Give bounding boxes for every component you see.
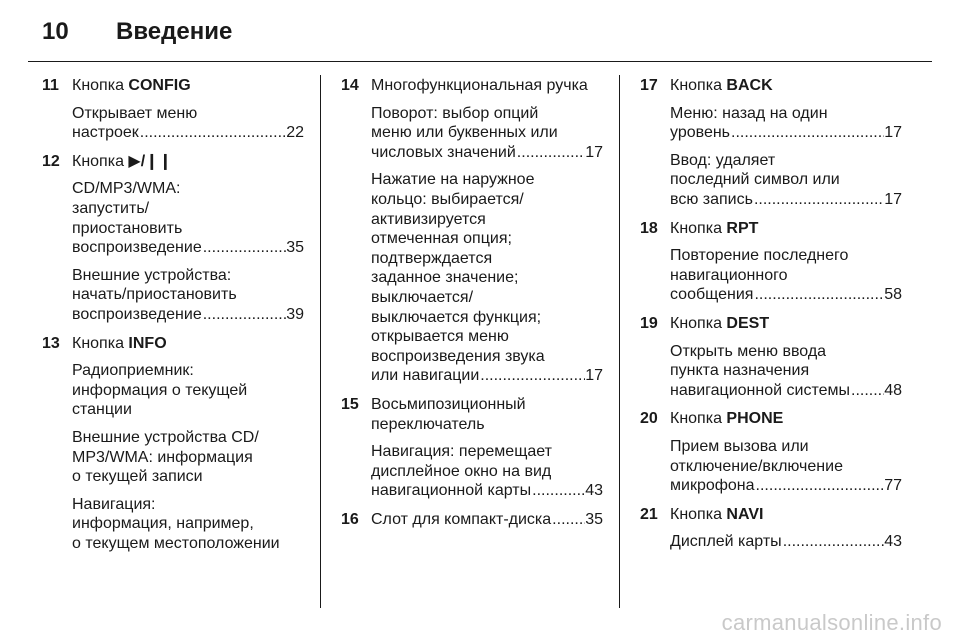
page-reference: 39 [286,305,304,323]
description-line: заданное значение; [371,269,519,287]
button-name: NAVI [726,505,764,523]
item-number: 21 [640,505,658,523]
description-line: Нажатие на наружное [371,171,535,189]
leader-line [670,190,902,210]
description-line: Навигация: перемещает [371,443,552,461]
description-line: Поворот: выбор опций [371,104,539,122]
leader-text: сообщения [670,286,754,304]
leader-dots [753,285,884,305]
item-title-text: Кнопка [72,77,129,94]
list-item [42,152,304,325]
description-line: меню или буквенных или [371,124,558,142]
description-line: станции [72,401,132,419]
list-item [42,76,304,143]
list-item [640,76,902,210]
list-item [640,219,902,305]
item-title [670,219,902,239]
page-reference: 17 [884,124,902,142]
description-line: информация о текущей [72,381,248,399]
item-title [670,505,902,525]
item-title-text: Кнопка [670,505,727,523]
description [72,266,304,325]
leader-line [670,285,902,305]
description-line: Повторение последнего [670,247,849,265]
item-title [670,409,902,429]
column-3 [640,76,902,561]
description-line: MP3/WMA: информация [72,448,253,466]
description [72,361,304,420]
leader-line [371,366,603,386]
item-title [72,152,304,172]
leader-dots [516,143,585,163]
description-line: дисплейное окно на вид [371,462,552,480]
item-title-text: Кнопка [670,77,727,94]
leader-text: уровень [670,124,731,142]
page-reference: 22 [286,124,304,142]
item-title-text: Многофункциональная ручка [371,77,588,94]
leader-dots [782,532,885,552]
leader-text: навигационной системы [670,381,850,399]
item-number: 13 [42,334,60,352]
watermark: carmanualsonline.info [721,610,942,635]
leader-dots [531,481,585,501]
leader-dots [730,123,884,143]
page-reference: 17 [585,143,603,161]
list-item [640,314,902,400]
page-reference: 17 [884,190,902,208]
list-item [341,395,603,501]
button-name: ▶/❙❙ [128,152,172,170]
page-reference: 35 [286,239,304,257]
column-divider-2 [619,75,620,608]
description-line: Внешние устройства CD/ [72,428,259,446]
item-title-text: Кнопка [72,334,129,352]
item-number: 12 [42,152,60,170]
description-line: Радиоприемник: [72,362,194,380]
leader-line [670,532,902,552]
item-title [670,314,902,334]
leader-text: всю запись [670,190,753,208]
leader-line [72,305,304,325]
description-line: Открыть меню ввода [670,342,827,360]
list-item [640,409,902,495]
list-item [341,76,603,386]
item-number: 20 [640,410,658,428]
leader-dots [479,366,585,386]
button-name: CONFIG [128,77,191,94]
leader-line [670,476,902,496]
leader-text: воспроизведение [72,239,202,257]
description-line: Ввод: удаляет [670,151,776,169]
description-line: воспроизведения звука [371,347,545,365]
description-line: подтверждается [371,249,493,267]
column-1 [42,76,304,562]
page-title: Введение [116,18,233,45]
page-reference: 43 [585,482,603,500]
item-number: 16 [341,510,359,528]
description-line: Меню: назад на один [670,104,828,122]
description-line: Прием вызова или [670,437,809,455]
leader-text: навигационной карты [371,482,532,500]
description-line: Открывает меню [72,104,198,122]
item-number: 15 [341,395,359,413]
leader-dots [755,476,885,496]
description [670,342,902,401]
leader-text: Дисплей карты [670,533,782,551]
description [371,442,603,501]
item-number: 18 [640,219,658,237]
description [72,428,304,487]
page-reference: 77 [884,477,902,495]
description-line: о текущем местоположении [72,534,280,552]
description [72,104,304,143]
description-line: Навигация: [72,495,156,513]
leader-text: настроек [72,124,139,142]
page-reference: 48 [884,381,902,399]
description-line: Внешние устройства: [72,266,232,284]
leader-dots [202,305,286,325]
description-line: пункта назначения [670,362,810,380]
description-line: отключение/включение [670,457,843,475]
description-line: открывается меню [371,328,509,346]
button-name: INFO [128,334,167,352]
page-reference: 35 [585,510,603,528]
item-title [72,76,304,96]
description [371,170,603,386]
item-title-text: Восьмипозиционный [371,395,526,413]
button-name: PHONE [726,410,784,428]
description-line: отмеченная опция; [371,230,512,248]
leader-dots [202,238,286,258]
leader-dots [139,123,286,143]
page-header [42,14,232,50]
description [670,437,902,496]
page-reference: 58 [884,286,902,304]
header-rule [28,61,932,62]
item-title-text: Кнопка [670,219,727,237]
description [670,532,902,552]
description-line: приостановить [72,219,183,237]
item-title-text: Кнопка [670,410,727,428]
leader-line [371,481,603,501]
description-line: о текущей записи [72,468,203,486]
description-line: кольцо: выбирается/ [371,190,524,208]
button-name: DEST [726,314,770,332]
button-name: BACK [726,77,773,94]
column-divider-1 [320,75,321,608]
leader-text: Слот для компакт-диска [371,510,552,528]
description-line: запустить/ [72,199,150,217]
leader-text: воспроизведение [72,305,202,323]
leader-dots [551,510,585,530]
description-line: выключается функция; [371,308,542,326]
leader-line [371,143,603,163]
list-item [341,510,603,530]
leader-line [72,123,304,143]
leader-line [670,123,902,143]
description-line: выключается/ [371,288,474,306]
item-number: 11 [42,77,59,94]
leader-text: микрофона [670,477,755,495]
leader-line [371,510,603,530]
description-line: последний символ или [670,171,840,189]
leader-line [670,381,902,401]
page-reference: 43 [884,533,902,551]
page-number: 10 [42,18,69,45]
list-item [42,334,304,554]
page-reference: 17 [585,367,603,385]
description [670,151,902,210]
leader-dots [753,190,884,210]
item-title [371,395,603,415]
item-title-text: Кнопка [670,314,727,332]
list-item [640,505,902,552]
leader-line [72,238,304,258]
description-line: активизируется [371,210,486,228]
leader-dots [850,381,884,401]
description [670,246,902,305]
description [670,104,902,143]
description-line: CD/MP3/WMA: [72,180,181,198]
leader-text: числовых значений [371,143,516,161]
item-title [371,76,603,96]
description-line: навигационного [670,266,788,284]
item-number: 19 [640,314,658,332]
item-number: 17 [640,77,658,94]
item-title [72,334,304,354]
item-title [670,76,902,96]
description [72,495,304,554]
item-number: 14 [341,77,359,94]
leader-text: или навигации [371,367,480,385]
button-name: RPT [726,219,759,237]
description-line: начать/приостановить [72,286,237,304]
item-title-line: переключатель [371,415,485,433]
description-line: информация, например, [72,515,254,533]
description [72,179,304,257]
item-title-text: Кнопка [72,152,129,170]
column-2 [341,76,603,538]
description [371,104,603,163]
